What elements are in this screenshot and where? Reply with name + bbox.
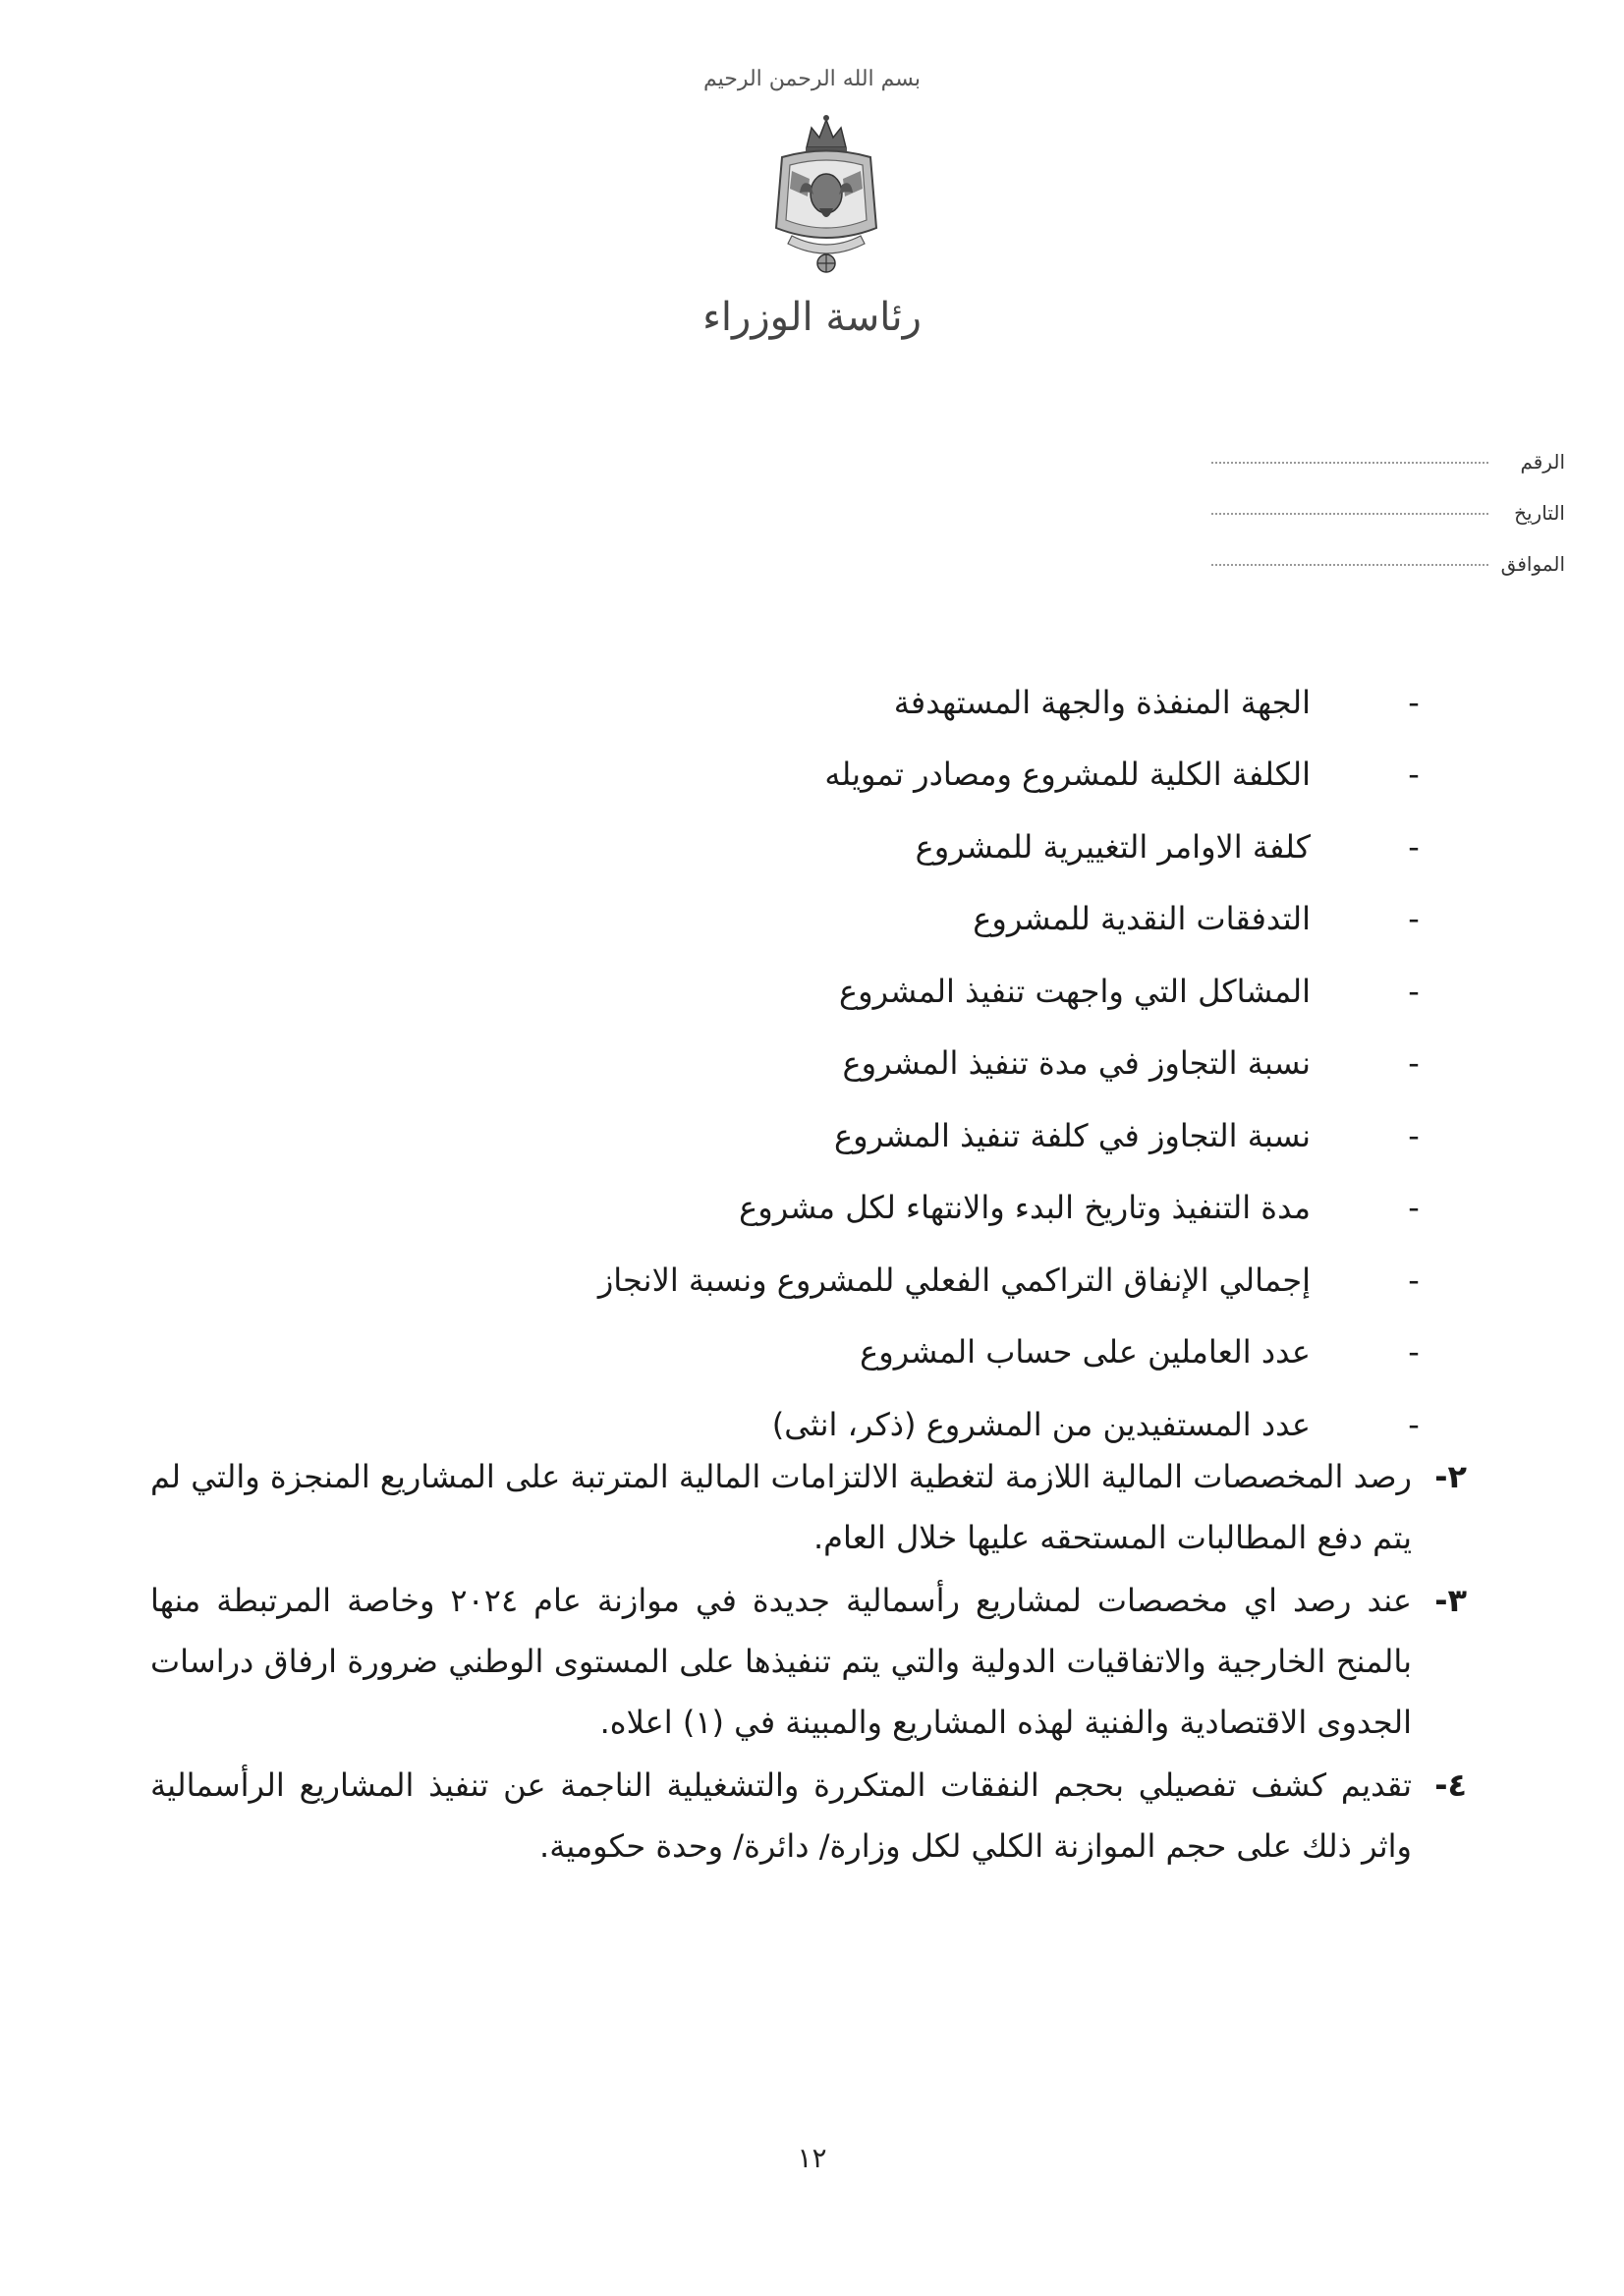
paragraph-4	[150, 1755, 1467, 1876]
bullet-dash: -	[1408, 1044, 1420, 1083]
list-item-text: التدفقات النقدية للمشروع	[973, 900, 1311, 938]
ref-row-date	[1211, 474, 1565, 525]
list-item-text: عدد العاملين على حساب المشروع	[860, 1333, 1311, 1372]
paragraph-text: عند رصد اي مخصصات لمشاريع رأسمالية جديدة في موازنة عام ٢٠٢٤ وخاصة المرتبطة منها بالمنح الخارجية والاتفاقيات الدولية والتي يتم تنفيذها على المستوى الوطني ضرورة ارفاق دراسات الجدوى الاقتصادية والفنية لهذه المشاريع والمبينة في (١) اعلاه.	[150, 1582, 1413, 1741]
list-item-text: نسبة التجاوز في كلفة تنفيذ المشروع	[834, 1116, 1311, 1154]
ref-row-corresponding	[1211, 525, 1565, 576]
bullet-dash: -	[1408, 827, 1420, 866]
list-item	[352, 811, 1432, 883]
paragraph-number: ٢-	[1434, 1458, 1467, 1495]
reference-fields	[1211, 422, 1565, 576]
office-name: رئاسة الوزراء	[702, 295, 922, 340]
list-item	[352, 1099, 1432, 1172]
paragraph-3	[150, 1570, 1467, 1753]
list-item	[352, 955, 1432, 1028]
bullet-dash: -	[1408, 972, 1420, 1010]
basmala: بسم الله الرحمن الرحيم	[702, 67, 922, 91]
list-item	[352, 666, 1432, 739]
numbered-paragraphs	[150, 1446, 1467, 1878]
list-item-text: المشاكل التي واجهت تنفيذ المشروع	[839, 972, 1311, 1010]
bullet-dash: -	[1408, 1116, 1420, 1154]
list-item-text: إجمالي الإنفاق التراكمي الفعلي للمشروع ونسبة الانجاز	[597, 1260, 1311, 1299]
ref-line-corresponding	[1211, 562, 1488, 566]
ref-line-date	[1211, 511, 1488, 515]
paragraph-2	[150, 1446, 1467, 1568]
list-item	[352, 1244, 1432, 1316]
ref-row-number	[1211, 422, 1565, 474]
list-item-text: الجهة المنفذة والجهة المستهدفة	[893, 683, 1311, 721]
paragraph-text: تقديم كشف تفصيلي بحجم النفقات المتكررة والتشغيلية الناجمة عن تنفيذ المشاريع الرأسمالية واثر ذلك على حجم الموازنة الكلي لكل وزارة/ دائرة/ وحدة حكومية.	[150, 1766, 1412, 1865]
project-details-list	[352, 666, 1432, 1461]
list-item	[352, 1028, 1432, 1100]
bullet-dash: -	[1408, 756, 1420, 794]
bullet-dash: -	[1408, 900, 1420, 938]
bullet-dash: -	[1408, 1405, 1420, 1443]
royal-emblem-icon	[762, 110, 890, 282]
ref-label-date: التاريخ	[1514, 501, 1565, 525]
list-item	[352, 739, 1432, 812]
list-item	[352, 883, 1432, 956]
list-item-text: مدة التنفيذ وتاريخ البدء والانتهاء لكل مشروع	[739, 1189, 1311, 1227]
paragraph-number: ٣-	[1434, 1582, 1467, 1619]
list-item	[352, 1316, 1432, 1389]
ref-label-corresponding: الموافق	[1500, 552, 1565, 576]
bullet-dash: -	[1408, 1333, 1420, 1372]
page-number: ١٢	[797, 2142, 827, 2174]
list-item-text: الكلفة الكلية للمشروع ومصادر تمويله	[824, 756, 1311, 794]
ref-line-number	[1211, 460, 1488, 464]
list-item-text: كلفة الاوامر التغييرية للمشروع	[915, 827, 1311, 866]
list-item-text: نسبة التجاوز في مدة تنفيذ المشروع	[842, 1044, 1311, 1083]
paragraph-text: رصد المخصصات المالية اللازمة لتغطية الالتزامات المالية المترتبة على المشاريع المنجزة والتي لم يتم دفع المطالبات المستحقه عليها خلال العام.	[150, 1458, 1412, 1556]
list-item-text: عدد المستفيدين من المشروع (ذكر، انثى)	[771, 1405, 1311, 1443]
list-item	[352, 1172, 1432, 1245]
bullet-dash: -	[1408, 1189, 1420, 1227]
bullet-dash: -	[1408, 683, 1420, 721]
bullet-dash: -	[1408, 1260, 1420, 1299]
ref-label-number: الرقم	[1520, 450, 1565, 474]
paragraph-number: ٤-	[1434, 1766, 1467, 1804]
